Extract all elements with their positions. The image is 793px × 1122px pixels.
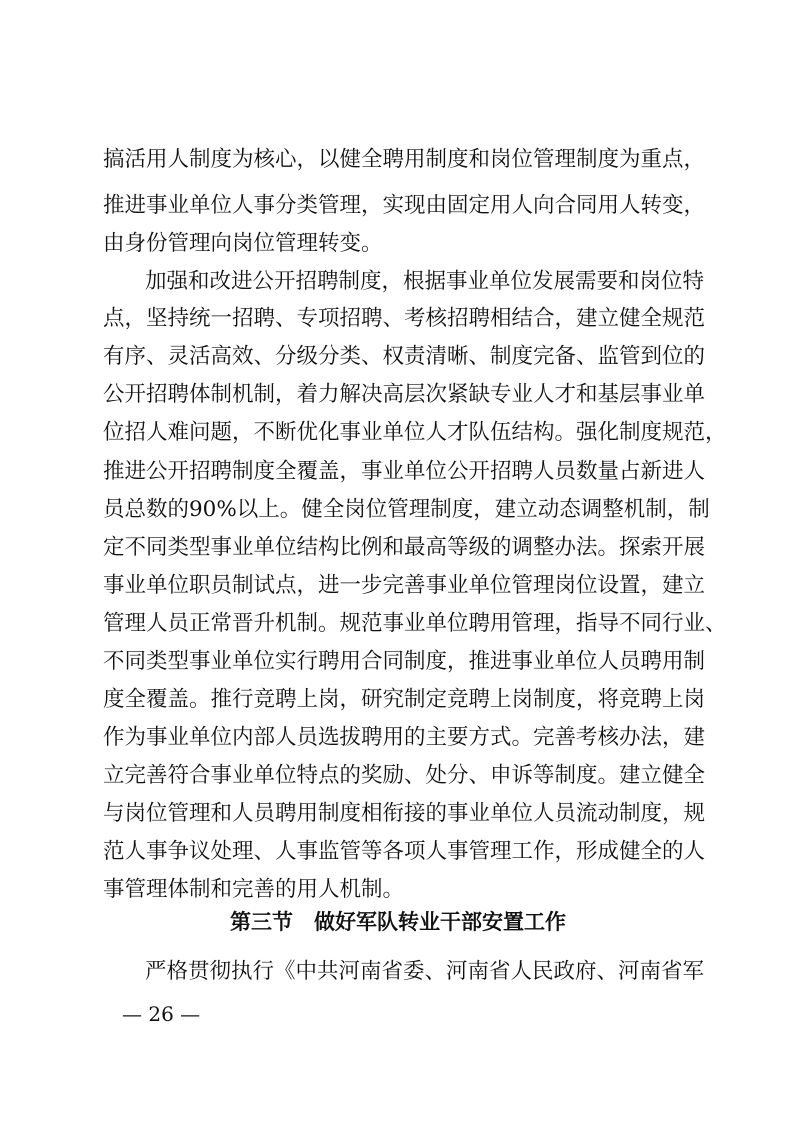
section-heading: 第三节 做好军队转业干部安置工作: [230, 910, 566, 934]
paragraph-2-line-11: 不同类型事业单位实行聘用合同制度，推进事业单位人员聘用制: [103, 649, 706, 674]
paragraph-2-line-3: 有序、灵活高效、分级分类、权责清晰、制度完备、监管到位的: [103, 344, 706, 369]
paragraph-2-line-2: 点，坚持统一招聘、专项招聘、考核招聘相结合，建立健全规范: [103, 306, 706, 331]
paragraph-3-line-1: 严格贯彻执行《中共河南省委、河南省人民政府、河南省军: [145, 959, 705, 984]
paragraph-2-line-7: 员总数的90%以上。健全岗位管理制度，建立动态调整机制，制: [103, 497, 710, 522]
paragraph-1-line-2: 推进事业单位人事分类管理，实现由固定用人向合同用人转变，: [103, 193, 706, 218]
paragraph-2-line-16: 范人事争议处理、人事监管等各项人事管理工作，形成健全的人: [103, 839, 706, 864]
paragraph-2-line-1: 加强和改进公开招聘制度，根据事业单位发展需要和岗位特: [145, 269, 705, 294]
paragraph-2-line-10: 管理人员正常晋升机制。规范事业单位聘用管理，指导不同行业、: [103, 611, 727, 636]
paragraph-2-line-9: 事业单位职员制试点，进一步完善事业单位管理岗位设置，建立: [103, 573, 706, 598]
paragraph-2-line-12: 度全覆盖。推行竞聘上岗，研究制定竞聘上岗制度，将竞聘上岗: [103, 687, 706, 712]
paragraph-1-line-3: 由身份管理向岗位管理转变。: [103, 231, 383, 256]
paragraph-2-line-13: 作为事业单位内部人员选拔聘用的主要方式。完善考核办法，建: [103, 725, 706, 750]
paragraph-2-line-17: 事管理体制和完善的用人机制。: [103, 877, 405, 902]
paragraph-1-line-1: 搞活用人制度为核心，以健全聘用制度和岗位管理制度为重点，: [103, 147, 706, 172]
paragraph-2-line-8: 定不同类型事业单位结构比例和最高等级的调整办法。探索开展: [103, 535, 706, 560]
paragraph-2-line-15: 与岗位管理和人员聘用制度相衔接的事业单位人员流动制度，规: [103, 801, 706, 826]
paragraph-2-line-5: 位招人难问题，不断优化事业单位人才队伍结构。强化制度规范，: [103, 420, 727, 445]
paragraph-2-line-4: 公开招聘体制机制，着力解决高层次紧缺专业人才和基层事业单: [103, 382, 706, 407]
page-number: — 26 —: [122, 1002, 201, 1026]
paragraph-2-line-6: 推进公开招聘制度全覆盖，事业单位公开招聘人员数量占新进人: [103, 459, 706, 484]
paragraph-2-line-14: 立完善符合事业单位特点的奖励、处分、申诉等制度。建立健全: [103, 763, 706, 788]
